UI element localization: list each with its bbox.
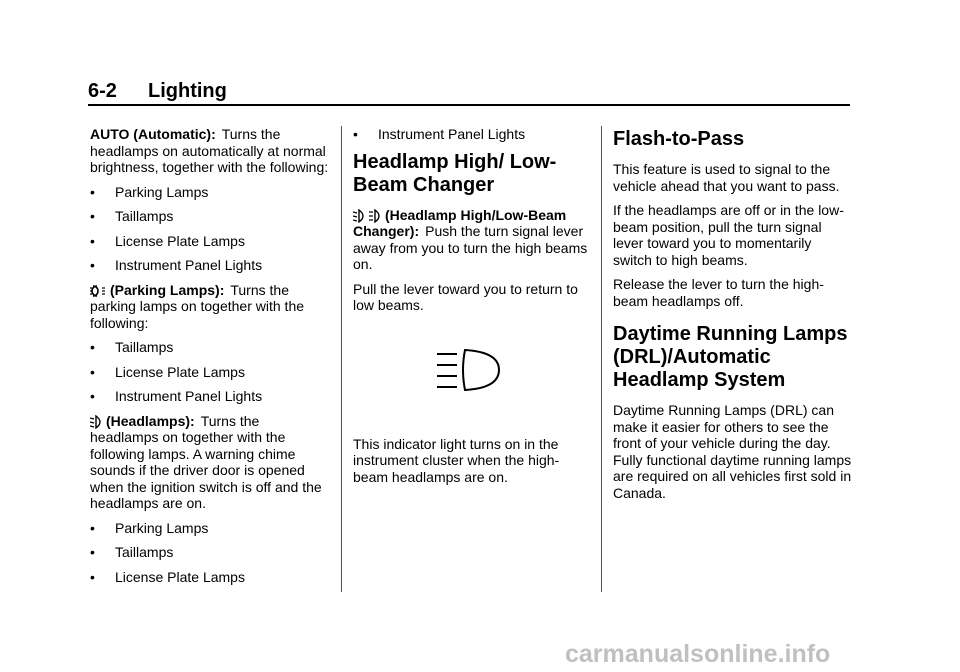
low-beam-headlamp-icon bbox=[353, 209, 367, 223]
high-beam-indicator-icon bbox=[435, 348, 501, 394]
column-divider bbox=[601, 126, 602, 592]
low-beam-paragraph: Pull the lever toward you to return to low beams. bbox=[353, 280, 578, 313]
changer-lead: (Headlamp High/Low-Beam Changer): bbox=[353, 206, 567, 239]
list-item: • Instrument Panel Lights bbox=[353, 126, 526, 142]
headlamps-text: Turns the headlamps on together with the following lamps. A warning chime sounds if the driver door is opened when the ignition switch is off and the headlamps are on. bbox=[90, 412, 322, 511]
list-item: • Parking Lamps bbox=[90, 183, 209, 200]
section-title: Lighting bbox=[148, 80, 227, 102]
bullet-dot-icon: • bbox=[90, 339, 95, 355]
list-item: • Taillamps bbox=[90, 339, 174, 355]
changer-paragraph bbox=[353, 207, 593, 273]
auto-lead: AUTO (Automatic): bbox=[90, 126, 216, 142]
bullet-dot-icon: • bbox=[90, 519, 95, 536]
heading-headlamp-changer: Headlamp High/ Low-Beam Changer bbox=[353, 150, 557, 196]
parking-paragraph bbox=[90, 282, 330, 332]
bullet-dot-icon: • bbox=[90, 257, 95, 273]
bullet-dot-icon: • bbox=[353, 126, 358, 142]
heading-drl: Daytime Running Lamps (DRL)/Automatic Headlamp System bbox=[613, 323, 848, 391]
bullet-dot-icon: • bbox=[90, 232, 95, 249]
bullet-dot-icon: • bbox=[90, 208, 95, 224]
list-item: • License Plate Lamps bbox=[90, 568, 245, 585]
indicator-paragraph: This indicator light turns on in the instrument cluster when the high-beam headlamps are on. bbox=[353, 435, 560, 485]
list-item: • Taillamps bbox=[90, 208, 174, 224]
parking-lead: (Parking Lamps): bbox=[110, 281, 225, 298]
bullet-dot-icon: • bbox=[90, 568, 95, 585]
headlamps-lead: (Headlamps): bbox=[106, 412, 195, 429]
list-item: • Parking Lamps bbox=[90, 519, 209, 536]
flash-paragraph-3: Release the lever to turn the high-beam headlamps off. bbox=[613, 276, 824, 309]
section-number: 6-2 bbox=[88, 80, 117, 102]
page-header bbox=[88, 80, 850, 110]
bullet-dot-icon: • bbox=[90, 388, 95, 404]
header-rule bbox=[88, 104, 850, 106]
column-3 bbox=[613, 126, 853, 509]
high-beam-headlamp-icon bbox=[369, 209, 383, 223]
watermark: carmanualsonline.info bbox=[565, 640, 831, 668]
column-2 bbox=[353, 126, 593, 493]
list-item: • License Plate Lamps bbox=[90, 232, 245, 249]
column-divider bbox=[341, 126, 342, 592]
bullet-dot-icon: • bbox=[90, 544, 95, 560]
flash-paragraph-1: This feature is used to signal to the vehicle ahead that you want to pass. bbox=[613, 161, 840, 194]
heading-flash-to-pass: Flash-to-Pass bbox=[613, 128, 745, 150]
bullet-dot-icon: • bbox=[90, 183, 95, 200]
headlamps-paragraph bbox=[90, 413, 330, 512]
parking-text: Turns the parking lamps on together with the following: bbox=[90, 281, 305, 331]
list-item: • Taillamps bbox=[90, 544, 174, 560]
column-1 bbox=[90, 126, 330, 593]
parking-lamp-icon bbox=[90, 284, 108, 298]
list-item: • Instrument Panel Lights bbox=[90, 257, 263, 273]
bullet-dot-icon: • bbox=[90, 363, 95, 380]
auto-text: Turns the headlamps on automatically at normal brightness, together with the following: bbox=[90, 126, 329, 175]
auto-paragraph bbox=[90, 126, 330, 176]
changer-text: Push the turn signal lever away from you to turn the high beams on. bbox=[353, 223, 588, 272]
list-item: • Instrument Panel Lights bbox=[90, 388, 263, 404]
drl-paragraph: Daytime Running Lamps (DRL) can make it easier for others to see the front of your vehicle during the day. Fully functional daytime running lamps are required on all vehicles first sold in Canada. bbox=[613, 402, 852, 501]
list-item: • License Plate Lamps bbox=[90, 363, 245, 380]
low-beam-headlamp-icon bbox=[90, 415, 104, 429]
flash-paragraph-2: If the headlamps are off or in the low-beam position, pull the turn signal lever toward you to momentarily switch to high beams. bbox=[613, 202, 844, 268]
